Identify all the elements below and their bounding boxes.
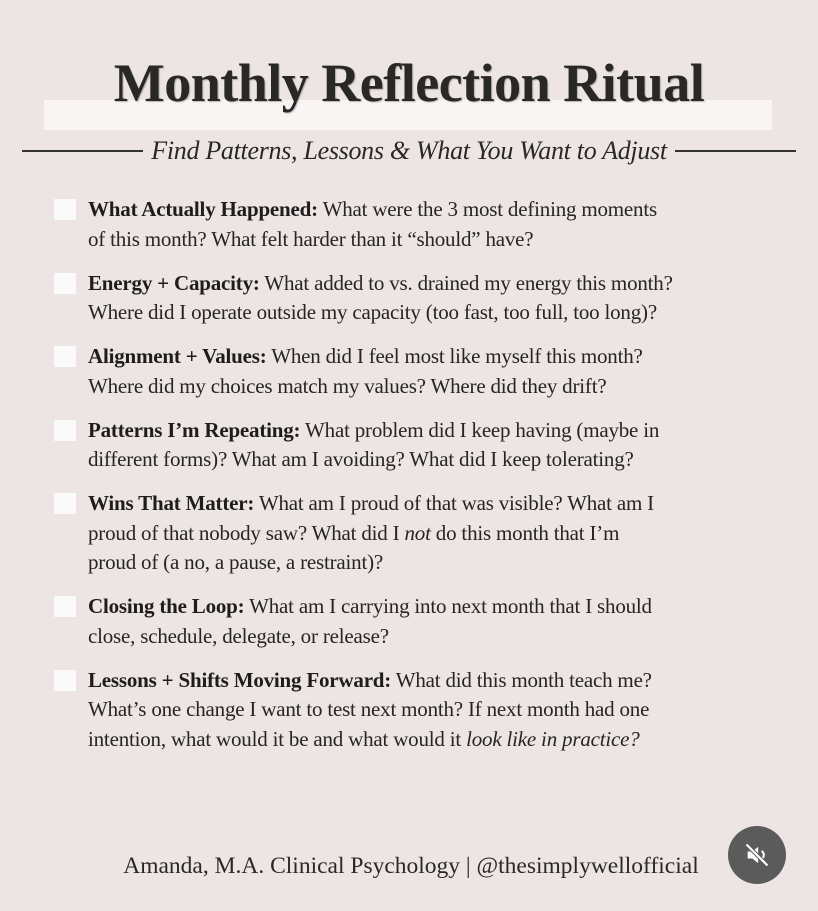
item-text-line	[88, 372, 794, 402]
item-heading: Lessons + Shifts Moving Forward:	[88, 667, 392, 692]
footer-credit: Amanda, M.A. Clinical Psychology | @thesimplywellofficial	[123, 853, 699, 879]
subtitle-row	[22, 136, 796, 166]
checklist-item	[54, 195, 794, 254]
item-text: What’s one change I want to test next month? If next month had one	[88, 697, 650, 721]
item-text-line	[88, 592, 794, 622]
item-text: What did this month teach me?	[391, 667, 652, 692]
item-text-line	[88, 695, 794, 725]
checklist-item	[54, 666, 794, 755]
item-text-line	[88, 725, 794, 755]
checklist-item	[54, 592, 794, 651]
checkbox[interactable]	[54, 420, 76, 441]
checklist	[54, 195, 794, 769]
item-text: Where did my choices match my values? Where did they drift?	[88, 373, 607, 398]
item-text: proud of that nobody saw? What did I	[88, 520, 405, 545]
item-text-line	[88, 622, 794, 652]
checklist-item	[54, 416, 794, 475]
subtitle: Find Patterns, Lessons & What You Want to Adjust	[151, 136, 667, 165]
mute-button[interactable]	[728, 826, 786, 884]
item-text-line	[88, 195, 794, 225]
item-text-line	[88, 342, 794, 372]
item-text: What problem did I keep having (maybe in	[300, 417, 660, 442]
item-text-line	[88, 445, 794, 475]
item-text: different forms)? What am I avoiding? What did I keep tolerating?	[88, 447, 634, 471]
checkbox[interactable]	[54, 199, 76, 220]
item-heading: Energy + Capacity:	[88, 270, 260, 295]
checklist-item	[54, 269, 794, 328]
item-text-line	[88, 548, 794, 578]
divider-right	[675, 150, 796, 152]
item-heading: Closing the Loop:	[88, 594, 245, 618]
item-text-line	[88, 269, 794, 299]
speaker-muted-icon	[743, 841, 771, 869]
item-text: do this month that I’m	[430, 520, 620, 545]
item-heading: Patterns I’m Repeating:	[88, 417, 301, 442]
checklist-item	[54, 489, 794, 578]
item-heading: What Actually Happened:	[88, 197, 318, 221]
item-text: What added to vs. drained my energy this month?	[259, 270, 673, 295]
item-text-line	[88, 298, 794, 328]
page-title: Monthly Reflection Ritual	[113, 53, 705, 113]
item-text-line	[88, 666, 794, 696]
item-text-line	[88, 489, 794, 519]
checklist-item	[54, 342, 794, 401]
item-text: What am I carrying into next month that I should	[244, 594, 652, 618]
checkbox[interactable]	[54, 670, 76, 691]
item-text: What am I proud of that was visible? What am I	[254, 491, 654, 515]
item-text: When did I feel most like myself this month?	[266, 344, 643, 368]
item-text-line	[88, 519, 794, 549]
divider-left	[22, 150, 143, 152]
item-text: Where did I operate outside my capacity (too fast, too full, too long)?	[88, 300, 657, 324]
item-heading: Alignment + Values:	[88, 344, 267, 368]
item-text: What were the 3 most defining moments	[317, 197, 657, 221]
item-text-line	[88, 225, 794, 255]
item-text-line	[88, 416, 794, 446]
item-text: close, schedule, delegate, or release?	[88, 623, 389, 648]
emphasis-text: look like in practice?	[466, 726, 640, 751]
checkbox[interactable]	[54, 346, 76, 367]
checkbox[interactable]	[54, 493, 76, 514]
item-heading: Wins That Matter:	[88, 491, 255, 515]
checkbox[interactable]	[54, 596, 76, 617]
item-text: intention, what would it be and what would it	[88, 726, 467, 751]
item-text: proud of (a no, a pause, a restraint)?	[88, 550, 384, 574]
item-text: of this month? What felt harder than it “should” have?	[88, 226, 534, 251]
emphasis-text: not	[404, 520, 431, 545]
checkbox[interactable]	[54, 273, 76, 294]
